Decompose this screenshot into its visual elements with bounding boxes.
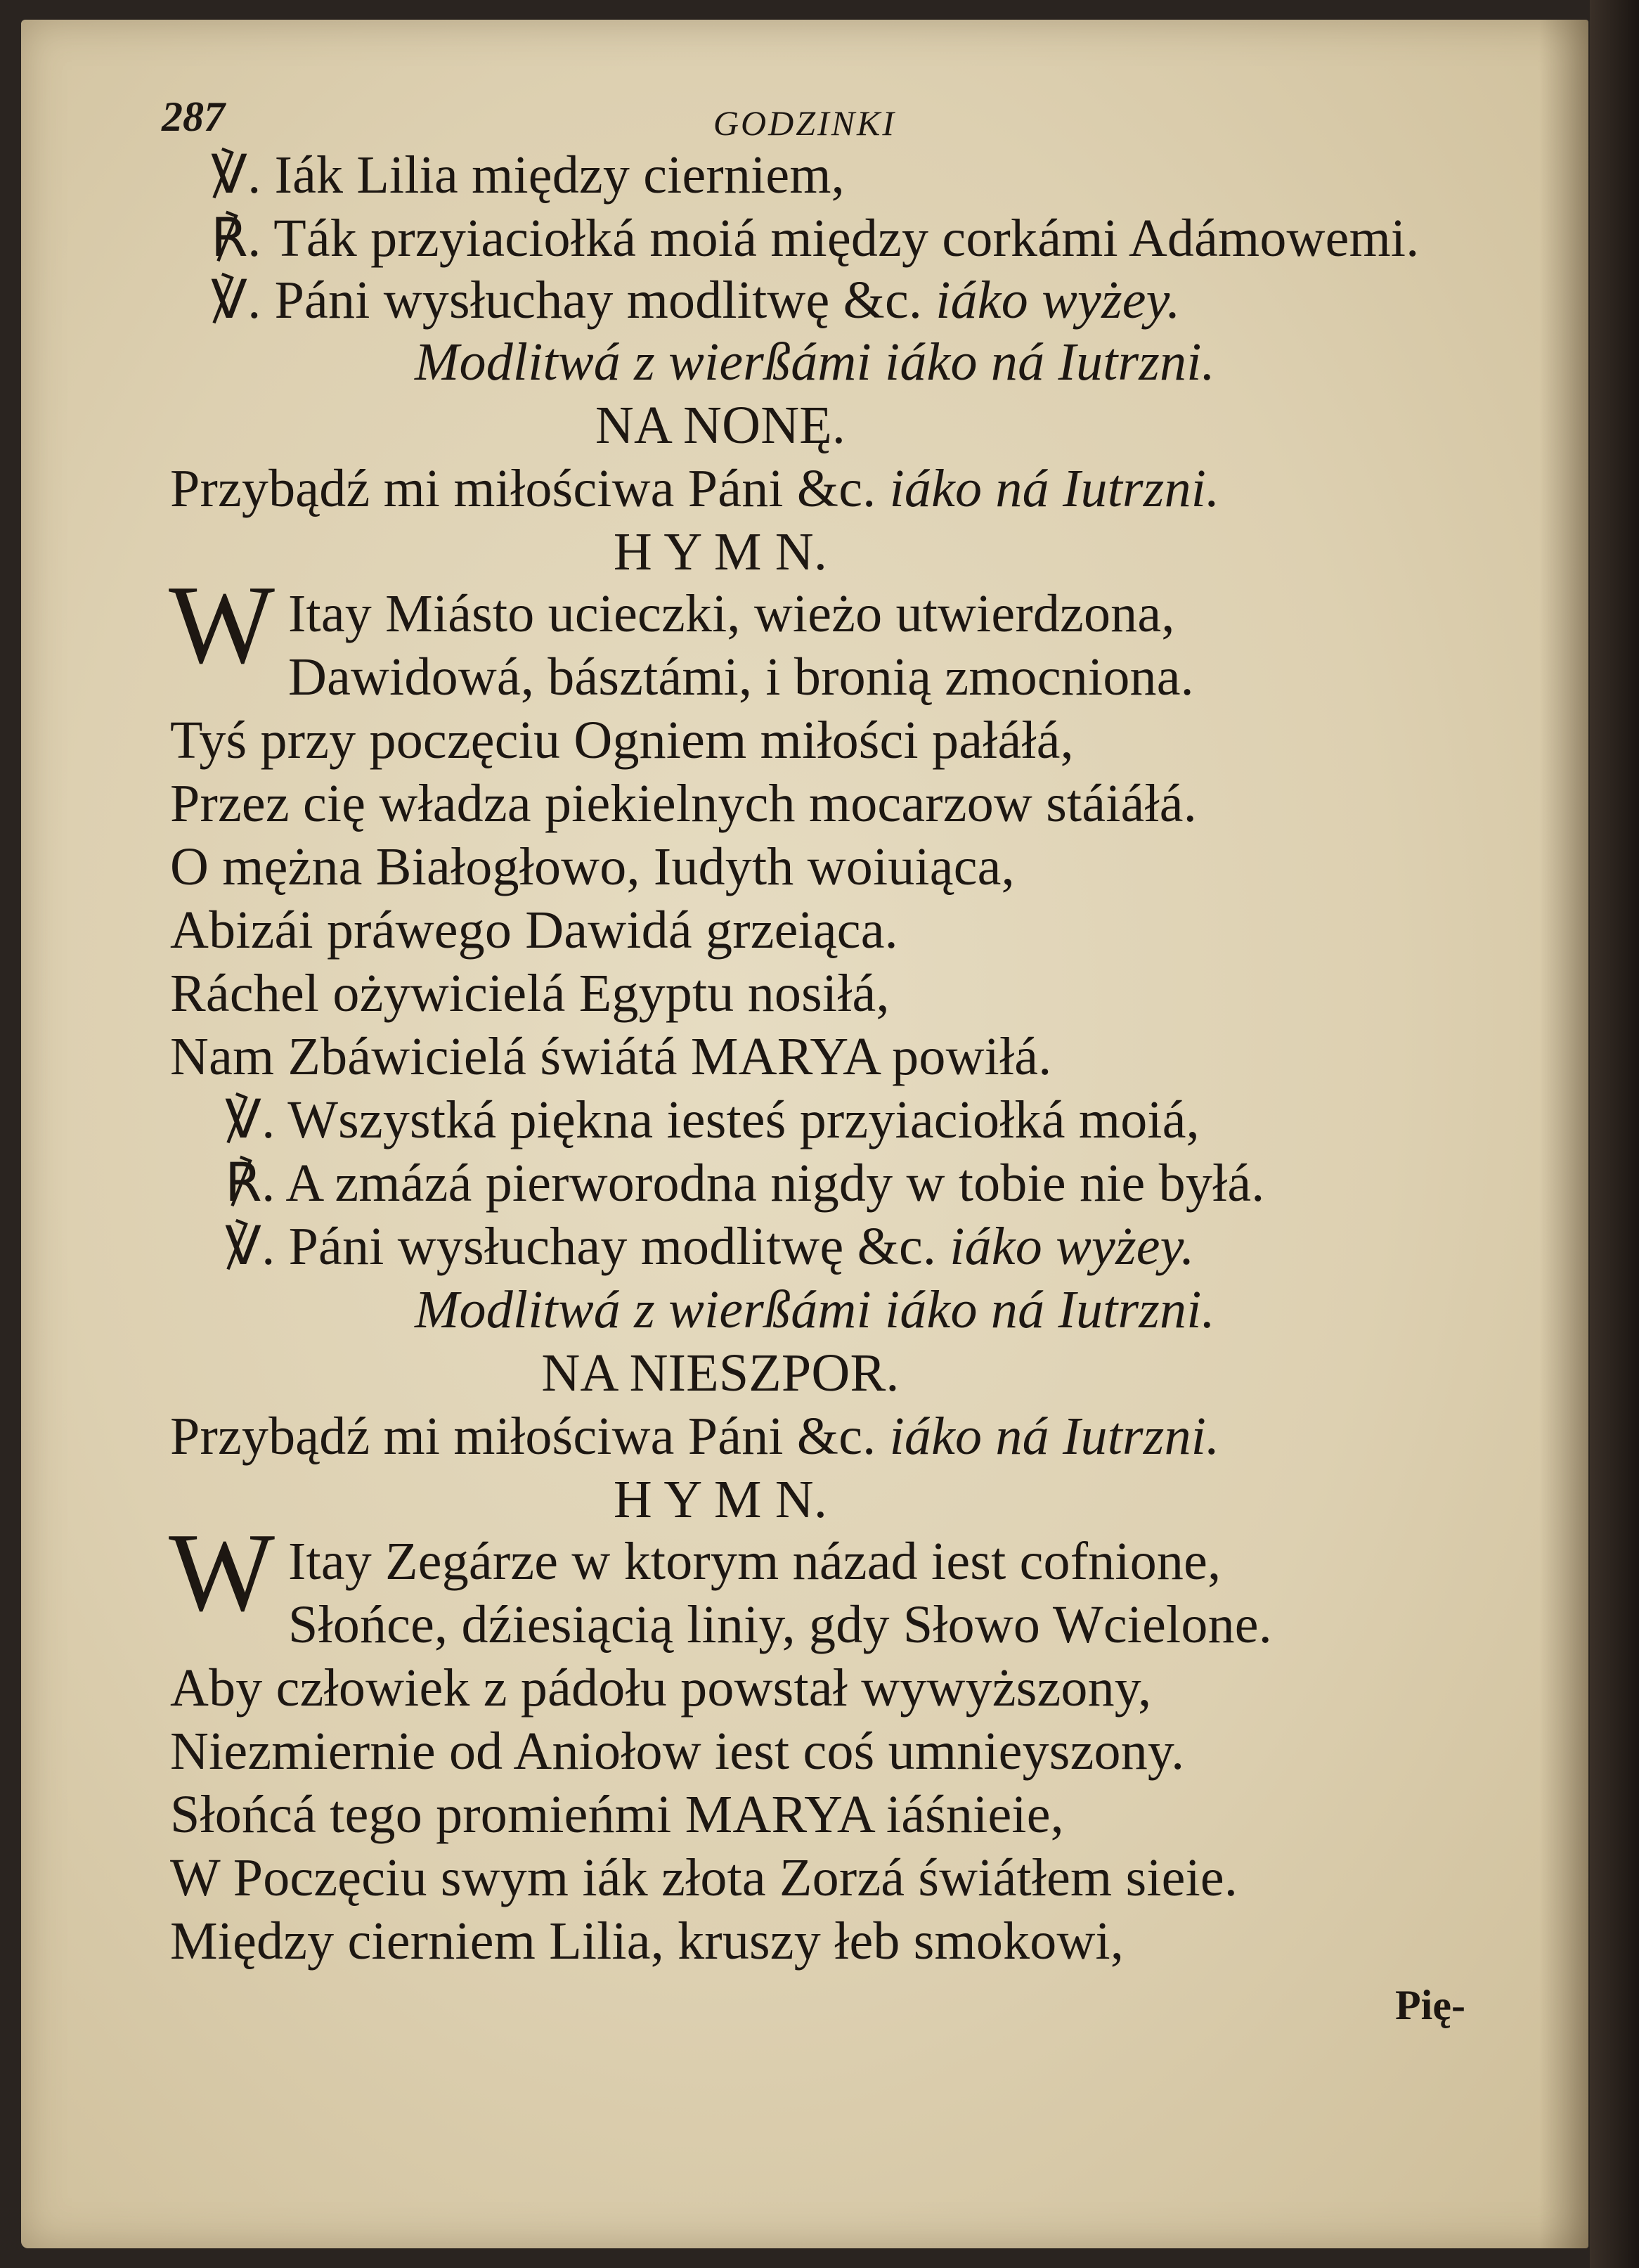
text-line: ℣. Iák Lilia między cierniem, [211, 146, 845, 205]
text-line: Itay Miásto ucieczki, wieżo utwierdzona, [288, 584, 1175, 643]
text-line [211, 269, 1181, 332]
text-line: Dawidowá, básztámi, i bronią zmocniona. [288, 647, 1194, 707]
text-line [170, 1405, 1219, 1468]
text-span-italic: iáko wyżey. [950, 1217, 1195, 1276]
hymn-heading: H Y M N. [613, 1470, 828, 1529]
text-span: Przybądź mi miłościwa Páni &c. [170, 1407, 890, 1466]
running-title: GODZINKI [713, 103, 897, 143]
text-line: Słońcá tego promieńmi MARYA iáśnieie, [170, 1785, 1064, 1844]
text-span: Przybądź mi miłościwa Páni &c. [170, 459, 890, 518]
page-number: 287 [162, 94, 225, 140]
text-line: Itay Zegárze w ktorym názad iest cofnione, [288, 1532, 1222, 1591]
text-line [170, 457, 1219, 520]
text-line: ℟. Ták przyiaciołká moiá między corkámi Adámowemi. [211, 209, 1420, 268]
text-line: Modlitwá z wierßámi iáko ná Iutrzni. [415, 1280, 1215, 1339]
book-page [21, 20, 1588, 2248]
hymn-heading: H Y M N. [613, 522, 828, 581]
text-line: ℣. Wszystká piękna iesteś przyiaciołká moiá, [225, 1090, 1200, 1149]
text-line: Ráchel ożywicielá Egyptu nosiłá, [170, 964, 890, 1023]
text-line [225, 1215, 1195, 1278]
text-line: Aby człowiek z pádołu powstał wywyższony, [170, 1658, 1152, 1718]
text-span-italic: iáko wyżey. [935, 271, 1181, 330]
text-line: Tyś przy poczęciu Ogniem miłości pałáłá, [170, 711, 1074, 770]
text-line: Nam Zbáwicielá świátá MARYA powiłá. [170, 1027, 1052, 1086]
drop-capital: W [169, 562, 276, 687]
text-line: Niezmiernie od Aniołow iest coś umnieyszony. [170, 1722, 1185, 1781]
text-line: ℟. A zmázá pierworodna nigdy w tobie nie byłá. [225, 1154, 1265, 1213]
text-span: ℣. Páni wysłuchay modlitwę &c. [225, 1217, 950, 1276]
text-span-italic: iáko ná Iutrzni. [889, 459, 1220, 518]
text-span-italic: iáko ná Iutrzni. [889, 1407, 1220, 1466]
text-line: Między cierniem Lilia, kruszy łeb smokowi, [170, 1912, 1125, 1971]
text-line: Słońce, dźiesiącią liniy, gdy Słowo Wcielone. [288, 1595, 1272, 1654]
section-heading: NA NONĘ. [595, 396, 846, 455]
catchword: Pię- [1395, 1982, 1465, 2028]
book-edge [1590, 0, 1639, 2268]
page-text [21, 20, 1588, 2248]
text-line: W Poczęciu swym iák złota Zorzá świátłem sieie. [170, 1848, 1238, 1907]
text-line: Modlitwá z wierßámi iáko ná Iutrzni. [415, 333, 1215, 392]
drop-capital: W [169, 1509, 276, 1635]
text-line: Abizái práwego Dawidá grzeiąca. [170, 901, 898, 960]
text-line: Przez cię władza piekielnych mocarzow stáiáłá. [170, 774, 1197, 833]
text-line: O mężna Białogłowo, Iudyth woiuiąca, [170, 837, 1015, 896]
section-heading: NA NIESZPOR. [541, 1344, 900, 1403]
text-span: ℣. Páni wysłuchay modlitwę &c. [211, 271, 936, 330]
